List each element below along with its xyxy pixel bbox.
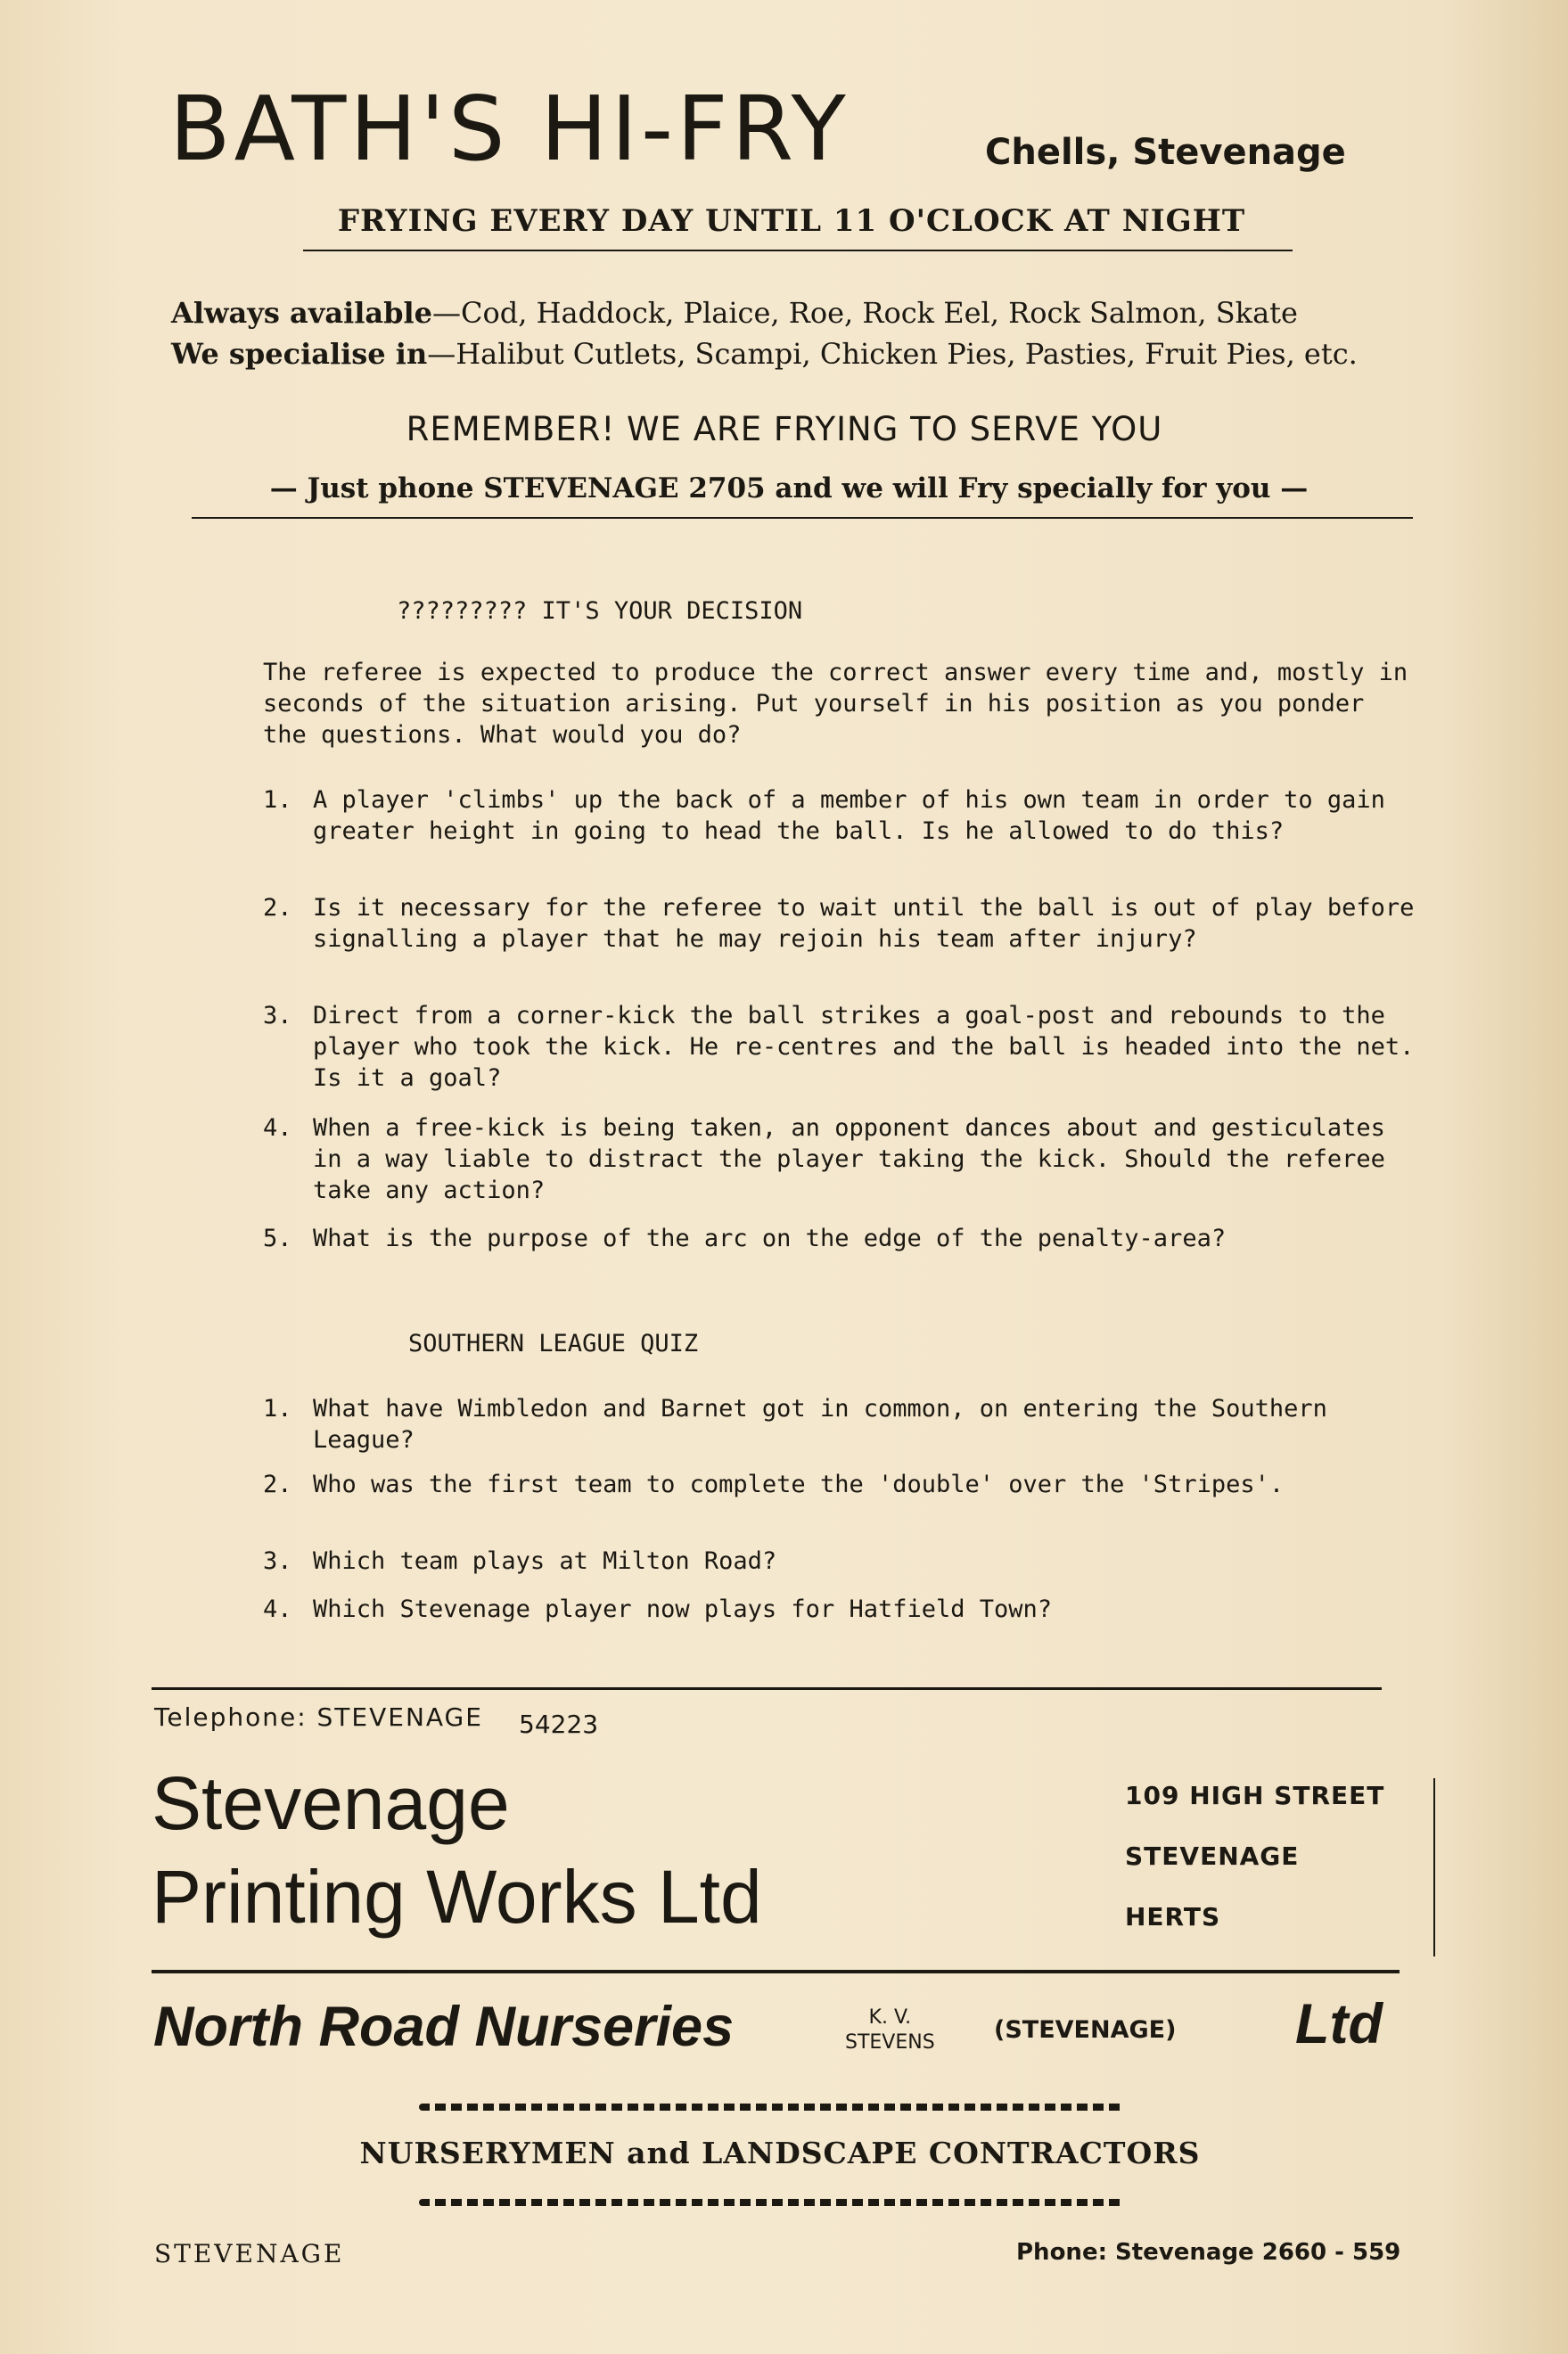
question-number: 4. — [263, 1114, 292, 1142]
hifry-menu — [171, 292, 1419, 374]
printing-top-rule — [152, 1687, 1382, 1690]
decision-question — [263, 1000, 1422, 1094]
question-number: 1. — [263, 786, 292, 814]
question-text: When a free-kick is being taken, an opponent dances about and gesticulates in a way liable to distract the player taking the kick. Should the referee take any action? — [313, 1114, 1385, 1204]
quiz-question — [263, 1393, 1422, 1456]
hifry-specialise-label: We specialise in — [171, 337, 428, 371]
printing-name-line2: Printing Works Ltd — [152, 1855, 762, 1939]
quiz-title: SOUTHERN LEAGUE QUIZ — [408, 1330, 699, 1357]
nurseries-footer-town: STEVENAGE — [154, 2239, 345, 2268]
hifry-hours-rule — [303, 250, 1293, 251]
quiz-question — [263, 1546, 1422, 1577]
decision-question — [263, 1112, 1422, 1206]
question-text: A player 'climbs' up the back of a member of his own team in order to gain greater height in going to head the ball. Is he allowed to do this? — [313, 786, 1385, 845]
decision-title: ????????? IT'S YOUR DECISION — [397, 597, 803, 625]
hifry-specialise-line — [171, 333, 1419, 374]
printing-address-town: STEVENAGE — [1125, 1841, 1300, 1871]
nurseries-top-ornament — [419, 2104, 1123, 2111]
hifry-available-label: Always available — [171, 296, 433, 330]
decision-intro: The referee is expected to produce the correct answer every time and, mostly in seconds of the situation arising. Put yourself in his position as you ponder the questions. What would you do? — [263, 659, 1408, 749]
printing-address-rule — [1433, 1778, 1435, 1956]
printing-telephone-number: 54223 — [519, 1710, 599, 1739]
nurseries-name: North Road Nurseries — [153, 1996, 735, 2058]
quiz-question — [263, 1594, 1422, 1625]
hifry-specialise-items: —Halibut Cutlets, Scampi, Chicken Pies, Pasties, Fruit Pies, etc. — [427, 337, 1358, 371]
question-number: 2. — [263, 894, 292, 922]
hifry-remember: REMEMBER! WE ARE FRYING TO SERVE YOU — [406, 410, 1163, 448]
printing-address-county: HERTS — [1125, 1902, 1221, 1932]
question-text: What is the purpose of the arc on the edge of the penalty-area? — [313, 1225, 1227, 1252]
question-number: 3. — [263, 1547, 292, 1575]
question-number: 2. — [263, 1471, 292, 1498]
nurseries-ltd: Ltd — [1295, 1993, 1383, 2055]
question-number: 5. — [263, 1225, 292, 1252]
hifry-phone-line: — Just phone STEVENAGE 2705 and we will Fry specially for you — — [269, 472, 1309, 504]
decision-question — [263, 1223, 1422, 1254]
question-text: Is it necessary for the referee to wait until the ball is out of play before signalling a player that he may rejoin his team after injury? — [313, 894, 1415, 953]
decision-question — [263, 892, 1422, 955]
nurseries-place: (STEVENAGE) — [994, 2016, 1177, 2044]
nurseries-initials: K. V. — [868, 2006, 912, 2029]
question-number: 4. — [263, 1595, 292, 1623]
printing-name-line1: Stevenage — [152, 1761, 510, 1845]
nurseries-subtitle: NURSERYMEN and LANDSCAPE CONTRACTORS — [359, 2136, 1201, 2170]
printing-address-street: 109 HIGH STREET — [1125, 1781, 1385, 1810]
quiz-question — [263, 1469, 1422, 1500]
hifry-hours: FRYING EVERY DAY UNTIL 11 O'CLOCK AT NIGHT — [337, 203, 1246, 239]
decision-question — [263, 784, 1422, 847]
nurseries-proprietor — [845, 2005, 935, 2055]
question-text: Who was the first team to complete the 'double' over the 'Stripes'. — [313, 1471, 1285, 1498]
question-number: 1. — [263, 1395, 292, 1423]
printing-bottom-rule — [152, 1970, 1400, 1973]
question-text: Which team plays at Milton Road? — [313, 1547, 777, 1575]
question-text: Which Stevenage player now plays for Hatfield Town? — [313, 1595, 1053, 1623]
hifry-title: BATH'S HI-FRY — [169, 77, 850, 181]
hifry-available-items: —Cod, Haddock, Plaice, Roe, Rock Eel, Rock Salmon, Skate — [432, 296, 1298, 330]
hifry-bottom-rule — [192, 517, 1413, 519]
question-number: 3. — [263, 1002, 292, 1029]
nurseries-bottom-ornament — [419, 2199, 1123, 2206]
hifry-available-line — [171, 292, 1419, 333]
question-text: What have Wimbledon and Barnet got in common, on entering the Southern League? — [313, 1395, 1327, 1454]
printing-telephone-label: Telephone: STEVENAGE — [154, 1702, 483, 1732]
nurseries-footer-phone: Phone: Stevenage 2660 - 559 — [1016, 2239, 1401, 2266]
hifry-location: Chells, Stevenage — [985, 132, 1346, 173]
question-text: Direct from a corner-kick the ball strikes a goal-post and rebounds to the player who took the kick. He re-centres and the ball is headed into the net. Is it a goal? — [313, 1002, 1415, 1092]
nurseries-surname: STEVENS — [845, 2031, 935, 2054]
